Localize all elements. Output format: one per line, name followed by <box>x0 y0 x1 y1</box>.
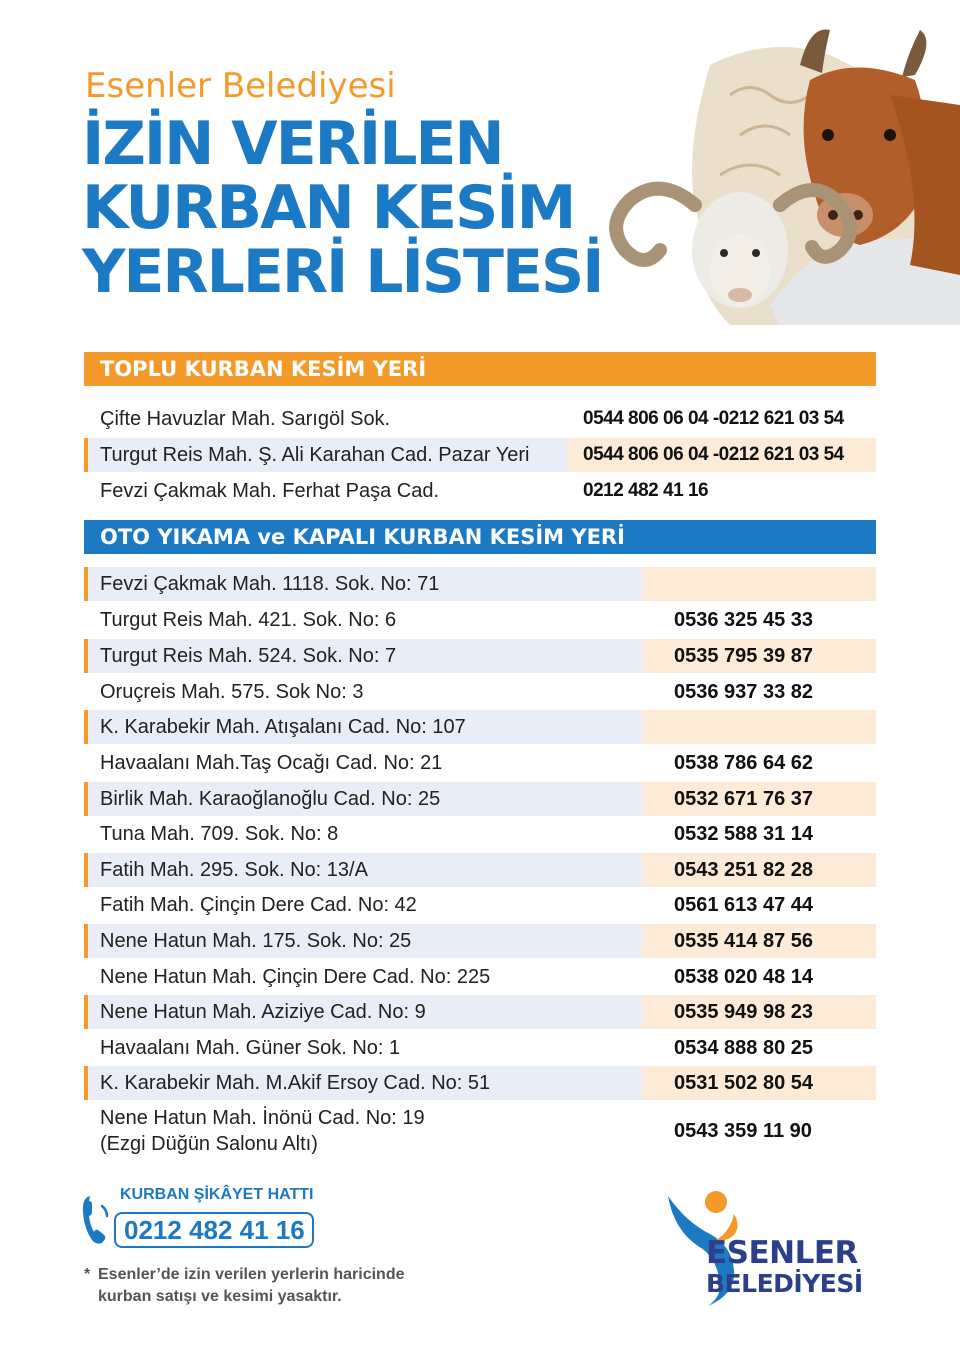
footnote <box>84 1264 484 1308</box>
toplu-section-heading: TOPLU KURBAN KESİM YERİ <box>84 352 876 386</box>
phone-cell <box>642 710 876 744</box>
table-row <box>84 924 876 958</box>
phone-cell: 0534 888 80 25 <box>674 1037 814 1059</box>
oto-section-heading: OTO YIKAMA ve KAPALI KURBAN KESİM YERİ <box>84 520 876 554</box>
phone-cell: 0536 325 45 33 <box>674 609 814 631</box>
title-line: KURBAN KESİM <box>82 173 575 243</box>
table-row <box>84 853 876 887</box>
table-row <box>84 1031 876 1065</box>
phone-cell: 0535 949 98 23 <box>642 995 876 1029</box>
page-title <box>82 109 603 307</box>
phone-cell: 0532 588 31 14 <box>674 823 814 845</box>
address-cell: Turgut Reis Mah. 524. Sok. No: 7 <box>84 639 642 673</box>
address-cell: Nene Hatun Mah. Aziziye Cad. No: 9 <box>84 995 642 1029</box>
phone-cell: 0536 937 33 82 <box>674 681 814 703</box>
table-row <box>84 817 876 851</box>
logo-line: BELEDİYESİ <box>706 1269 863 1298</box>
phone-cell: 0531 502 80 54 <box>642 1066 876 1100</box>
table-row <box>84 710 876 744</box>
address-cell: Havaalanı Mah. Güner Sok. No: 1 <box>100 1037 401 1059</box>
address-cell: K. Karabekir Mah. M.Akif Ersoy Cad. No: 51 <box>84 1066 642 1100</box>
telephone-icon <box>80 1192 110 1248</box>
table-row <box>84 1102 876 1160</box>
address-cell: Turgut Reis Mah. 421. Sok. No: 6 <box>100 609 397 631</box>
table-row <box>84 474 876 508</box>
address-line: (Ezgi Düğün Salonu Altı) <box>100 1133 318 1155</box>
address-cell: Havaalanı Mah.Taş Ocağı Cad. No: 21 <box>100 752 443 774</box>
table-row <box>84 782 876 816</box>
org-name: Esenler Belediyesi <box>85 66 396 106</box>
title-line: YERLERİ LİSTESİ <box>82 237 603 307</box>
address-cell: K. Karabekir Mah. Atışalanı Cad. No: 107 <box>84 710 642 744</box>
address-cell: Fatih Mah. 295. Sok. No: 13/A <box>84 853 642 887</box>
phone-cell: 0561 613 47 44 <box>674 894 814 916</box>
logo-line: ESENLER <box>706 1235 858 1271</box>
complaint-hotline <box>80 1186 340 1256</box>
phone-cell: 0538 020 48 14 <box>674 966 814 988</box>
footnote-line: kurban satışı ve kesimi yasaktır. <box>98 1288 342 1305</box>
table-row <box>84 567 876 601</box>
address-cell: Oruçreis Mah. 575. Sok No: 3 <box>100 681 364 703</box>
footnote-line: Esenler’de izin verilen yerlerin haricinde <box>98 1266 405 1283</box>
phone-cell: 0544 806 06 04 -0212 621 03 54 <box>567 438 876 472</box>
table-row <box>84 438 876 472</box>
title-line: İZİN VERİLEN <box>82 109 503 179</box>
footnote-star: * <box>84 1266 91 1283</box>
address-cell: Çifte Havuzlar Mah. Sarıgöl Sok. <box>100 408 391 430</box>
phone-cell: 0535 414 87 56 <box>642 924 876 958</box>
table-row <box>84 402 876 436</box>
address-cell: Tuna Mah. 709. Sok. No: 8 <box>100 823 339 845</box>
phone-cell: 0212 482 41 16 <box>583 480 709 501</box>
address-cell: Fevzi Çakmak Mah. 1118. Sok. No: 71 <box>84 567 642 601</box>
table-row <box>84 1066 876 1100</box>
hotline-label: KURBAN ŞİKÂYET HATTI <box>120 1186 314 1203</box>
address-line: Nene Hatun Mah. İnönü Cad. No: 19 <box>100 1107 425 1129</box>
animals-illustration <box>590 25 960 335</box>
address-cell <box>84 1102 642 1160</box>
phone-cell: 0544 806 06 04 -0212 621 03 54 <box>583 408 844 429</box>
address-cell: Birlik Mah. Karaoğlanoğlu Cad. No: 25 <box>84 782 642 816</box>
table-row <box>84 960 876 994</box>
logo-wordmark <box>706 1236 863 1298</box>
address-cell: Nene Hatun Mah. 175. Sok. No: 25 <box>84 924 642 958</box>
phone-cell: 0543 359 11 90 <box>674 1120 812 1142</box>
table-row <box>84 603 876 637</box>
phone-cell: 0532 671 76 37 <box>642 782 876 816</box>
phone-cell: 0543 251 82 28 <box>642 853 876 887</box>
phone-cell <box>642 567 876 601</box>
table-row <box>84 995 876 1029</box>
table-row <box>84 675 876 709</box>
table-row <box>84 746 876 780</box>
address-cell: Fatih Mah. Çinçin Dere Cad. No: 42 <box>100 894 417 916</box>
address-cell: Fevzi Çakmak Mah. Ferhat Paşa Cad. <box>100 480 440 502</box>
address-cell: Turgut Reis Mah. Ş. Ali Karahan Cad. Pazar Yeri <box>84 438 567 472</box>
table-row <box>84 639 876 673</box>
phone-cell: 0535 795 39 87 <box>642 639 876 673</box>
table-row <box>84 888 876 922</box>
address-cell: Nene Hatun Mah. Çinçin Dere Cad. No: 225 <box>100 966 491 988</box>
hotline-number[interactable]: 0212 482 41 16 <box>114 1212 314 1248</box>
phone-cell: 0538 786 64 62 <box>674 752 814 774</box>
